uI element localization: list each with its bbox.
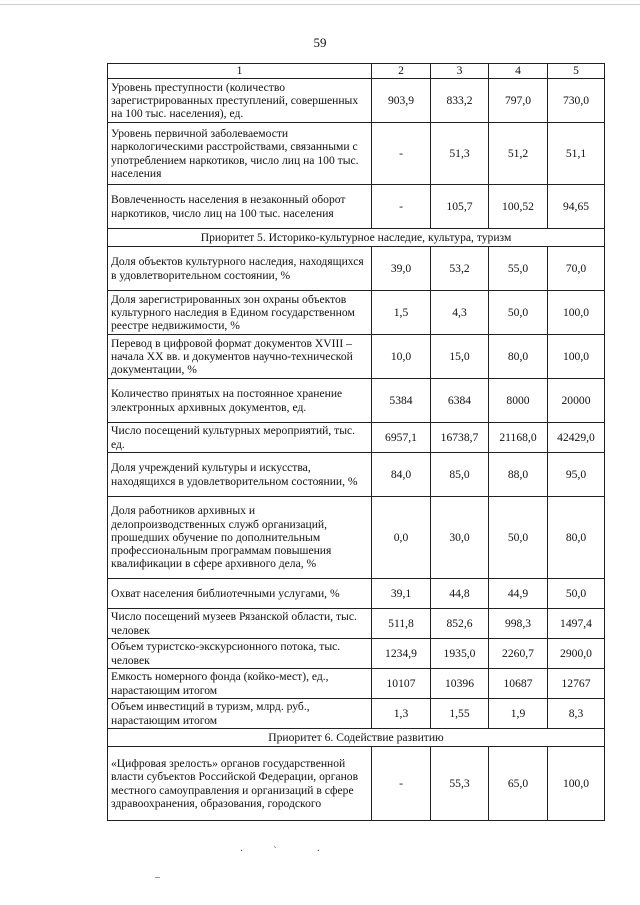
indicator-value: 85,0 [431,453,489,497]
indicator-value: 44,8 [431,579,489,609]
indicator-value: 511,8 [372,609,431,639]
indicator-value: 2260,7 [489,639,548,669]
indicator-value: 1,55 [431,699,489,729]
column-header: 1 [108,64,372,79]
indicator-value: 1935,0 [431,639,489,669]
table-row [108,669,605,699]
indicator-value: 51,1 [548,123,605,185]
scan-top-edge [0,4,640,5]
indicator-value: 21168,0 [489,423,548,453]
indicator-value: 50,0 [489,497,548,579]
table-row [108,247,605,291]
indicator-value: 903,9 [372,79,431,123]
indicator-value: 100,0 [548,291,605,335]
table-row [108,291,605,335]
indicator-value: 50,0 [489,291,548,335]
indicator-value: 70,0 [548,247,605,291]
table-row [108,639,605,669]
table-row [108,79,605,123]
indicator-value: 100,0 [548,335,605,379]
indicator-value: 51,3 [431,123,489,185]
indicator-value: - [372,123,431,185]
section-title: Приоритет 6. Содействие развитию [108,729,605,747]
indicator-value: 95,0 [548,453,605,497]
indicator-value: 1497,4 [548,609,605,639]
table-row [108,379,605,423]
indicator-value: 8,3 [548,699,605,729]
header-row [108,64,605,79]
page-number: 59 [313,35,327,50]
indicator-value: 50,0 [548,579,605,609]
indicator-label: Объем инвестиций в туризм, млрд. руб., нарастающим итогом [108,699,372,729]
indicator-value: 2900,0 [548,639,605,669]
indicator-value: 39,0 [372,247,431,291]
table-row [108,699,605,729]
indicator-value: 4,3 [431,291,489,335]
indicator-value: 42429,0 [548,423,605,453]
indicator-value: 30,0 [431,497,489,579]
indicator-label: Уровень первичной заболеваемости наркологическими расстройствами, связанными с употреблением наркотиков, число лиц на 100 тыс. населения [108,123,372,185]
indicators-table [107,63,605,821]
indicator-value: 1,3 [372,699,431,729]
indicator-value: 0,0 [372,497,431,579]
indicator-value: 10,0 [372,335,431,379]
section-row [108,229,605,247]
table-row [108,497,605,579]
table-row [108,123,605,185]
indicator-value: - [372,747,431,821]
indicator-value: 797,0 [489,79,548,123]
indicator-value: 6957,1 [372,423,431,453]
indicator-label: «Цифровая зрелость» органов государственной власти субъектов Российской Федерации, органов местного самоуправления и организаций в сфере здравоохранения, образования, городского [108,747,372,821]
indicator-label: Охват населения библиотечными услугами, % [108,579,372,609]
indicator-value: 88,0 [489,453,548,497]
indicator-value: 6384 [431,379,489,423]
table-row [108,185,605,229]
scan-specks: – [155,872,160,883]
indicator-label: Доля работников архивных и делопроизводственных служб организаций, прошедших обучение по дополнительным профессиональным программам повышения квалификации в сфере архивного дела, % [108,497,372,579]
indicator-value: - [372,185,431,229]
indicator-value: 1,9 [489,699,548,729]
column-header: 5 [548,64,605,79]
indicator-value: 55,0 [489,247,548,291]
column-header: 4 [489,64,548,79]
column-header: 3 [431,64,489,79]
indicator-value: 84,0 [372,453,431,497]
indicator-value: 80,0 [489,335,548,379]
indicator-value: 1234,9 [372,639,431,669]
section-row [108,729,605,747]
column-header: 2 [372,64,431,79]
indicator-value: 94,65 [548,185,605,229]
indicator-value: 20000 [548,379,605,423]
indicator-label: Доля объектов культурного наследия, находящихся в удовлетворительном состоянии, % [108,247,372,291]
indicator-label: Число посещений музеев Рязанской области, тыс. человек [108,609,372,639]
indicator-value: 5384 [372,379,431,423]
table-row [108,423,605,453]
indicator-value: 53,2 [431,247,489,291]
indicator-value: 1,5 [372,291,431,335]
indicator-label: Перевод в цифровой формат документов XVIII – начала XX вв. и документов научно-технической документации, % [108,335,372,379]
indicator-label: Вовлеченность населения в незаконный оборот наркотиков, число лиц на 100 тыс. населения [108,185,372,229]
indicator-value: 39,1 [372,579,431,609]
indicator-value: 833,2 [431,79,489,123]
indicator-value: 998,3 [489,609,548,639]
indicator-label: Количество принятых на постоянное хранение электронных архивных документов, ед. [108,379,372,423]
indicator-label: Доля зарегистрированных зон охраны объектов культурного наследия в Едином государственном реестре недвижимости, % [108,291,372,335]
indicator-value: 55,3 [431,747,489,821]
indicator-value: 65,0 [489,747,548,821]
indicator-label: Уровень преступности (количество зарегистрированных преступлений, совершенных на 100 тыс. населения), ед. [108,79,372,123]
indicator-label: Объем туристско-экскурсионного потока, тыс. человек [108,639,372,669]
table-row [108,747,605,821]
indicator-value: 852,6 [431,609,489,639]
table-row [108,335,605,379]
indicator-value: 8000 [489,379,548,423]
indicator-value: 16738,7 [431,423,489,453]
indicator-value: 730,0 [548,79,605,123]
indicator-label: Доля учреждений культуры и искусства, находящихся в удовлетворительном состоянии, % [108,453,372,497]
indicator-value: 15,0 [431,335,489,379]
indicator-value: 10687 [489,669,548,699]
scan-specks: · ` · [240,846,320,857]
indicator-value: 44,9 [489,579,548,609]
table-row [108,453,605,497]
table-row [108,579,605,609]
indicator-value: 51,2 [489,123,548,185]
section-title: Приоритет 5. Историко-культурное наследие, культура, туризм [108,229,605,247]
table-row [108,609,605,639]
indicator-label: Число посещений культурных мероприятий, тыс. ед. [108,423,372,453]
indicator-value: 80,0 [548,497,605,579]
indicator-value: 10107 [372,669,431,699]
indicator-value: 105,7 [431,185,489,229]
indicator-value: 10396 [431,669,489,699]
indicator-value: 12767 [548,669,605,699]
indicator-value: 100,0 [548,747,605,821]
indicator-value: 100,52 [489,185,548,229]
indicator-label: Емкость номерного фонда (койко-мест), ед., нарастающим итогом [108,669,372,699]
